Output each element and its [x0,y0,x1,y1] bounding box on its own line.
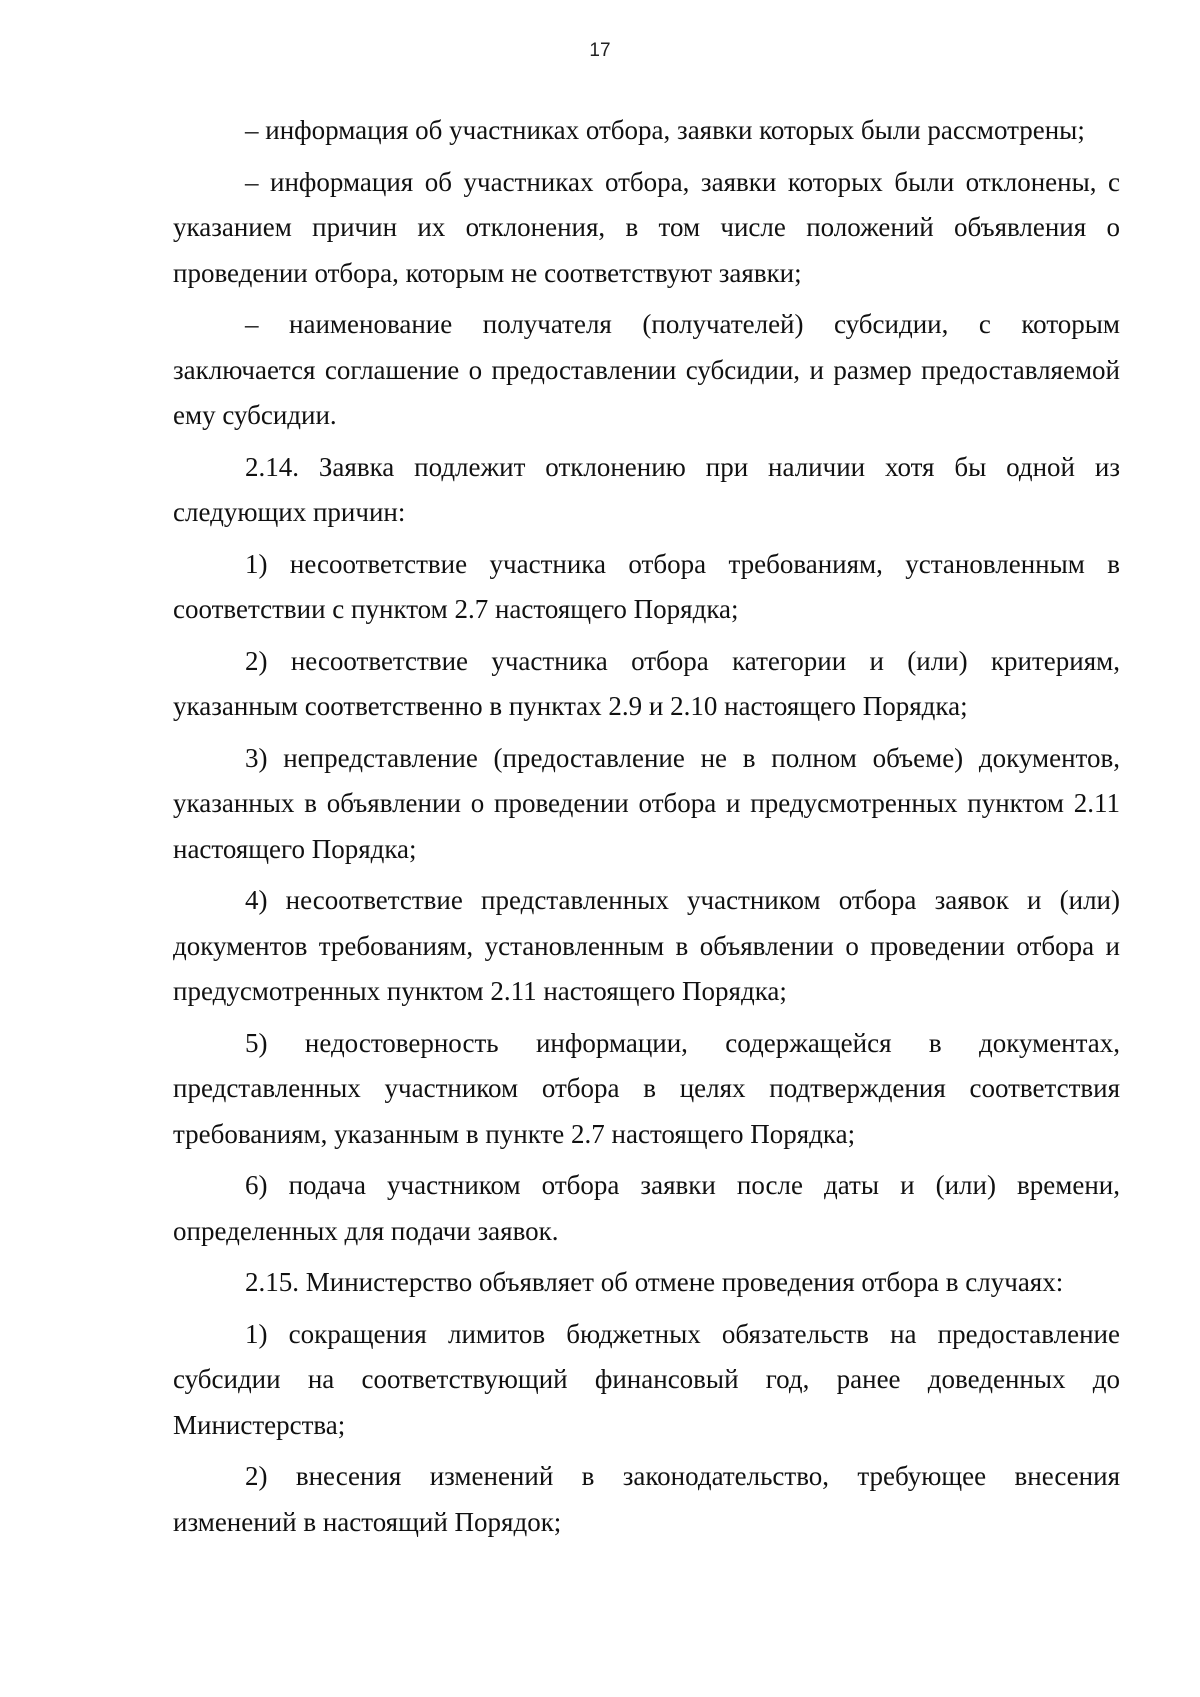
list-item-2-14-6: 6) подача участником отбора заявки после даты и (или) времени, определенных для подачи заявок. [173,1170,1120,1246]
list-item-2-14-5: 5) недостоверность информации, содержащейся в документах, представленных участником отбора в целях подтверждения соответствия требованиям, указанным в пункте 2.7 настоящего Порядка; [173,1027,1120,1149]
list-item-2-14-3: 3) непредставление (предоставление не в полном объеме) документов, указанных в объявлении о проведении отбора и предусмотренных пунктом 2.11 настоящего Порядка; [173,742,1120,864]
list-item-2-15-1: 1) сокращения лимитов бюджетных обязательств на предоставление субсидии на соответствующий финансовый год, ранее доведенных до Министерства; [173,1318,1120,1440]
paragraph-info-reviewed: – информация об участниках отбора, заявки которых были рассмотрены; [245,115,1085,145]
paragraph-info-rejected: – информация об участниках отбора, заявки которых были отклонены, с указанием причин их отклонения, в том числе положений объявления о проведении отбора, которым не соответствуют заявки; [173,166,1120,288]
document-body [173,108,1120,1551]
list-item-2-14-1: 1) несоответствие участника отбора требованиям, установленным в соответствии с пунктом 2.7 настоящего Порядка; [173,548,1120,624]
page-number: 17 [589,40,611,61]
list-item-2-15-2: 2) внесения изменений в законодательство, требующее внесения изменений в настоящий Порядок; [173,1461,1120,1537]
paragraph-2-14: 2.14. Заявка подлежит отклонению при наличии хотя бы одной из следующих причин: [173,451,1120,527]
list-item-2-14-4: 4) несоответствие представленных участником отбора заявок и (или) документов требованиям, установленным в объявлении о проведении отбора и предусмотренных пунктом 2.11 настоящего Порядка; [173,885,1120,1006]
list-item-2-14-2: 2) несоответствие участника отбора категории и (или) критериям, указанным соответственно в пунктах 2.9 и 2.10 настоящего Порядка; [173,645,1120,721]
paragraph-recipient-name: – наименование получателя (получателей) субсидии, с которым заключается соглашение о предоставлении субсидии, и размер предоставляемой ему субсидии. [173,309,1120,430]
paragraph-2-15: 2.15. Министерство объявляет об отмене проведения отбора в случаях: [245,1267,1064,1297]
